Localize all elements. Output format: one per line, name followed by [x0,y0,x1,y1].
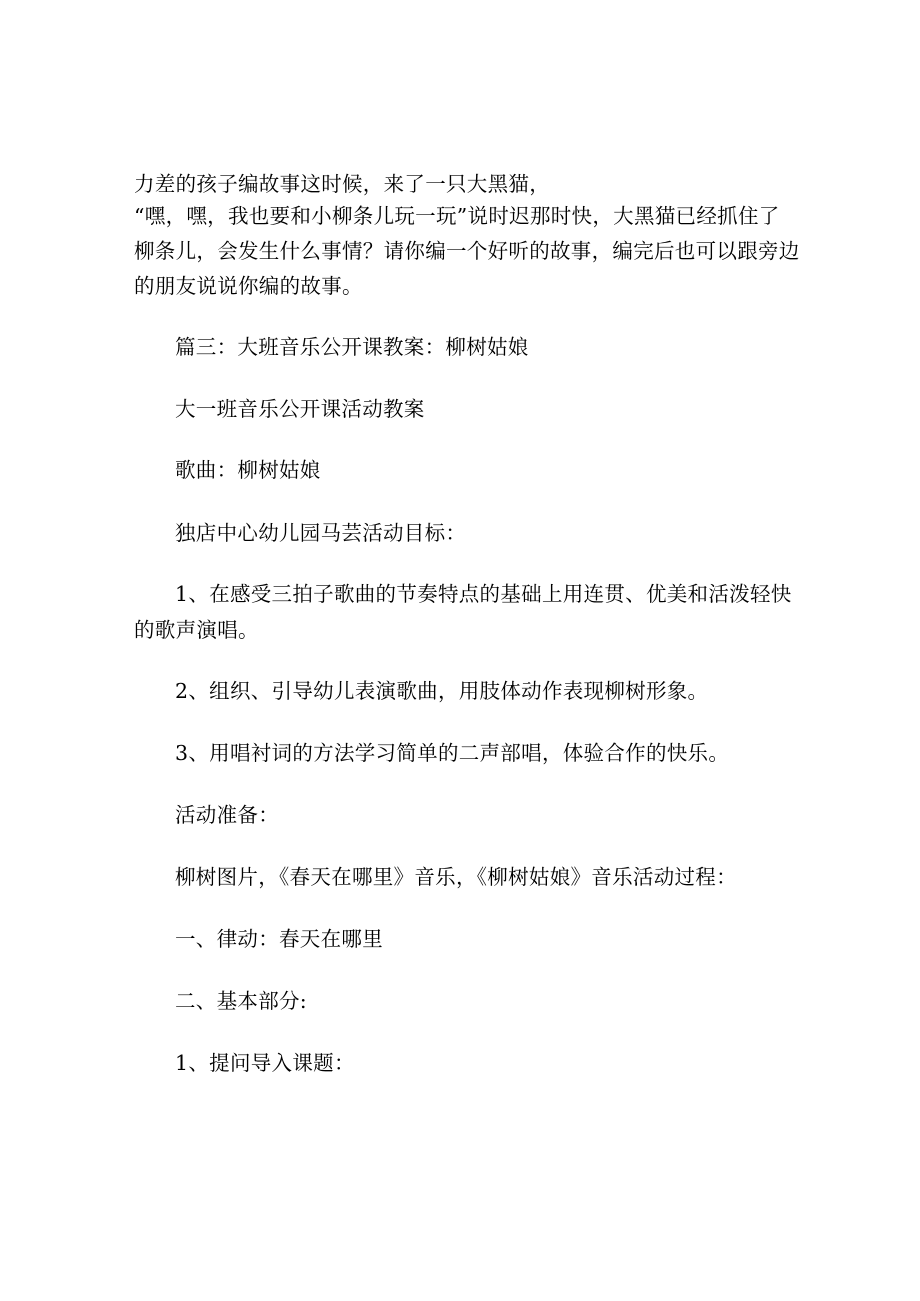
step-2-item-1: 1、提问导入课题： [175,1051,355,1075]
continuation-line-3: 柳条儿，会发生什么事情？请你编一个好听的故事，编完后也可以跟旁边 [134,239,800,263]
section-heading: 篇三：大班音乐公开课教案：柳树姑娘 [175,335,529,359]
song-title: 歌曲：柳树姑娘 [175,458,321,482]
goal-2: 2、组织、引导幼儿表演歌曲，用肢体动作表现柳树形象。 [175,679,709,703]
goals-label: 独店中心幼儿园马芸活动目标： [175,521,467,545]
goal-1-line-1: 1、在感受三拍子歌曲的节奏特点的基础上用连贯、优美和活泼轻快 [175,582,792,606]
step-1: 一、律动：春天在哪里 [175,927,383,951]
preparation-label: 活动准备： [175,803,279,827]
continuation-line-1: 力差的孩子编故事这时候，来了一只大黑猫， [134,172,550,196]
lesson-title: 大一班音乐公开课活动教案 [175,397,425,421]
continuation-line-2: “嘿，嘿，我也要和小柳条儿玩一玩”说时迟那时快，大黑猫已经抓住了 [134,204,780,228]
goal-1-line-2: 的歌声演唱。 [134,618,259,642]
continuation-line-4: 的朋友说说你编的故事。 [134,274,363,298]
step-2: 二、基本部分: [175,989,308,1013]
preparation-and-process: 柳树图片，《春天在哪里》音乐，《柳树姑娘》音乐活动过程： [175,865,737,889]
goal-3: 3、用唱衬词的方法学习简单的二声部唱，体验合作的快乐。 [175,741,730,765]
